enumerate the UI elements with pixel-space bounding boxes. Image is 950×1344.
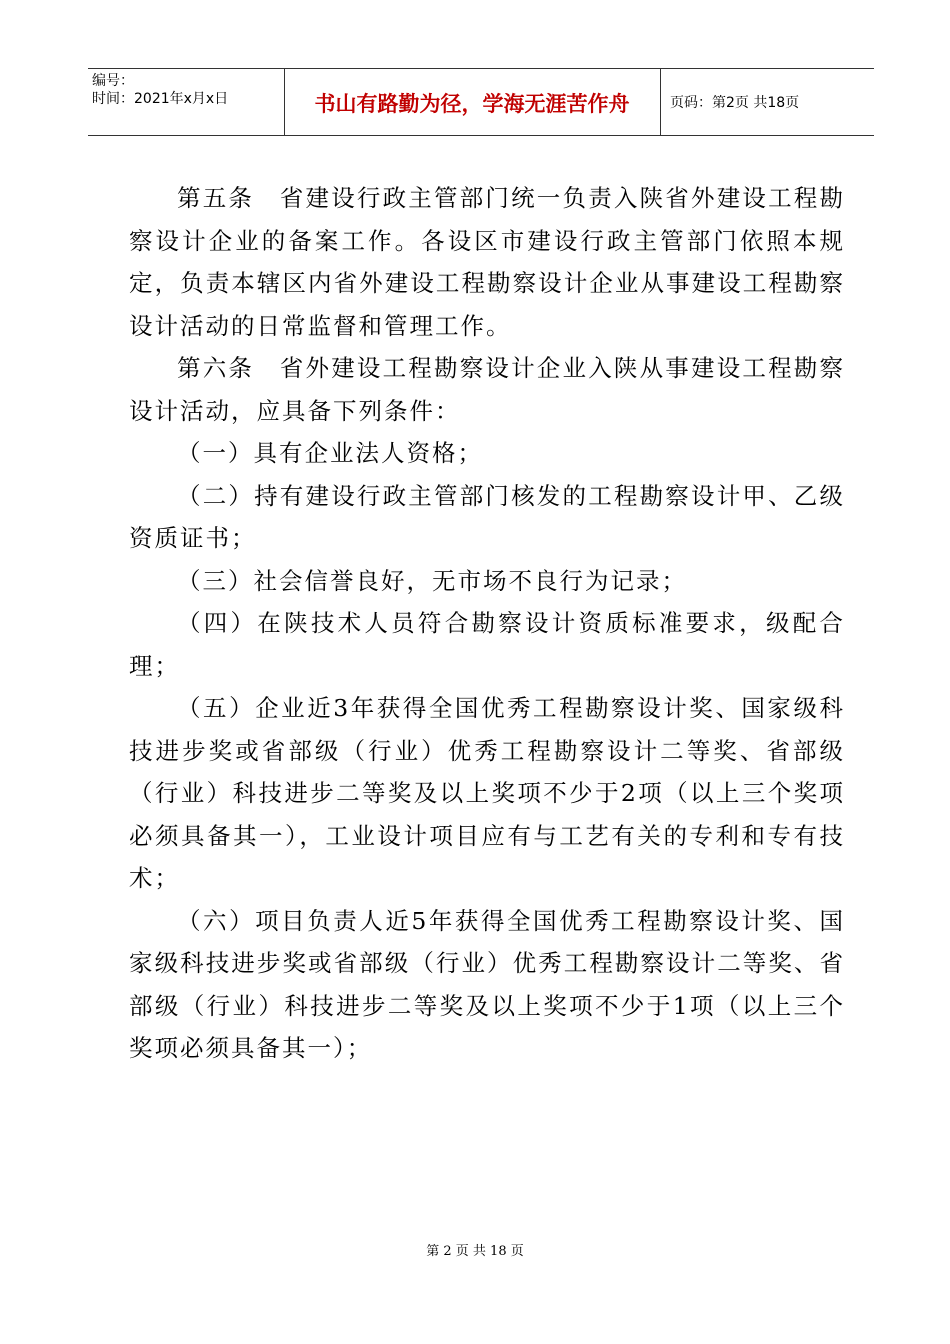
document-body (129, 177, 845, 1070)
document-number-label: 编号： (92, 73, 134, 89)
condition-3-paragraph: （三）社会信誉良好，无市场不良行为记录； (177, 566, 687, 595)
article-6-paragraph: 第六条 省外建设工程勘察设计企业入陕从事建设工程勘察设计活动，应具备下列条件： (129, 354, 845, 425)
header-motto-cell (284, 69, 661, 135)
page-footer: 第 2 页 共 18 页 (426, 1244, 524, 1259)
condition-2-paragraph: （二）持有建设行政主管部门核发的工程勘察设计甲、乙级资质证书； (129, 481, 845, 552)
condition-5-paragraph: （五）企业近3年获得全国优秀工程勘察设计奖、国家级科技进步奖或省部级（行业）优秀工程勘察设计二等奖、省部级（行业）科技进步二等奖及以上奖项不少于2项（以上三个奖项必须具备其一），工业设计项目应有与工艺有关的专利和专有技术； (129, 694, 845, 892)
header-motto: 书山有路勤为径，学海无涯苦作舟 (314, 92, 630, 116)
document-time-label: 时间：2021年x月x日 (92, 91, 229, 107)
condition-1-paragraph: （一）具有企业法人资格； (177, 439, 483, 467)
header-meta-cell (88, 69, 285, 135)
condition-4-paragraph: （四）在陕技术人员符合勘察设计资质标准要求，级配合理； (129, 609, 845, 680)
header-page-cell (660, 69, 874, 135)
header-page-info: 页码：第2页 共18页 (670, 95, 800, 111)
page-header (88, 68, 874, 136)
article-5-paragraph: 第五条 省建设行政主管部门统一负责入陕省外建设工程勘察设计企业的备案工作。各设区市建设行政主管部门依照本规定，负责本辖区内省外建设工程勘察设计企业从事建设工程勘察设计活动的日常监督和管理工作。 (129, 184, 845, 340)
condition-6-paragraph: （六）项目负责人近5年获得全国优秀工程勘察设计奖、国家级科技进步奖或省部级（行业）优秀工程勘察设计二等奖、省部级（行业）科技进步二等奖及以上奖项不少于1项（以上三个奖项必须具备其一）； (129, 906, 845, 1062)
